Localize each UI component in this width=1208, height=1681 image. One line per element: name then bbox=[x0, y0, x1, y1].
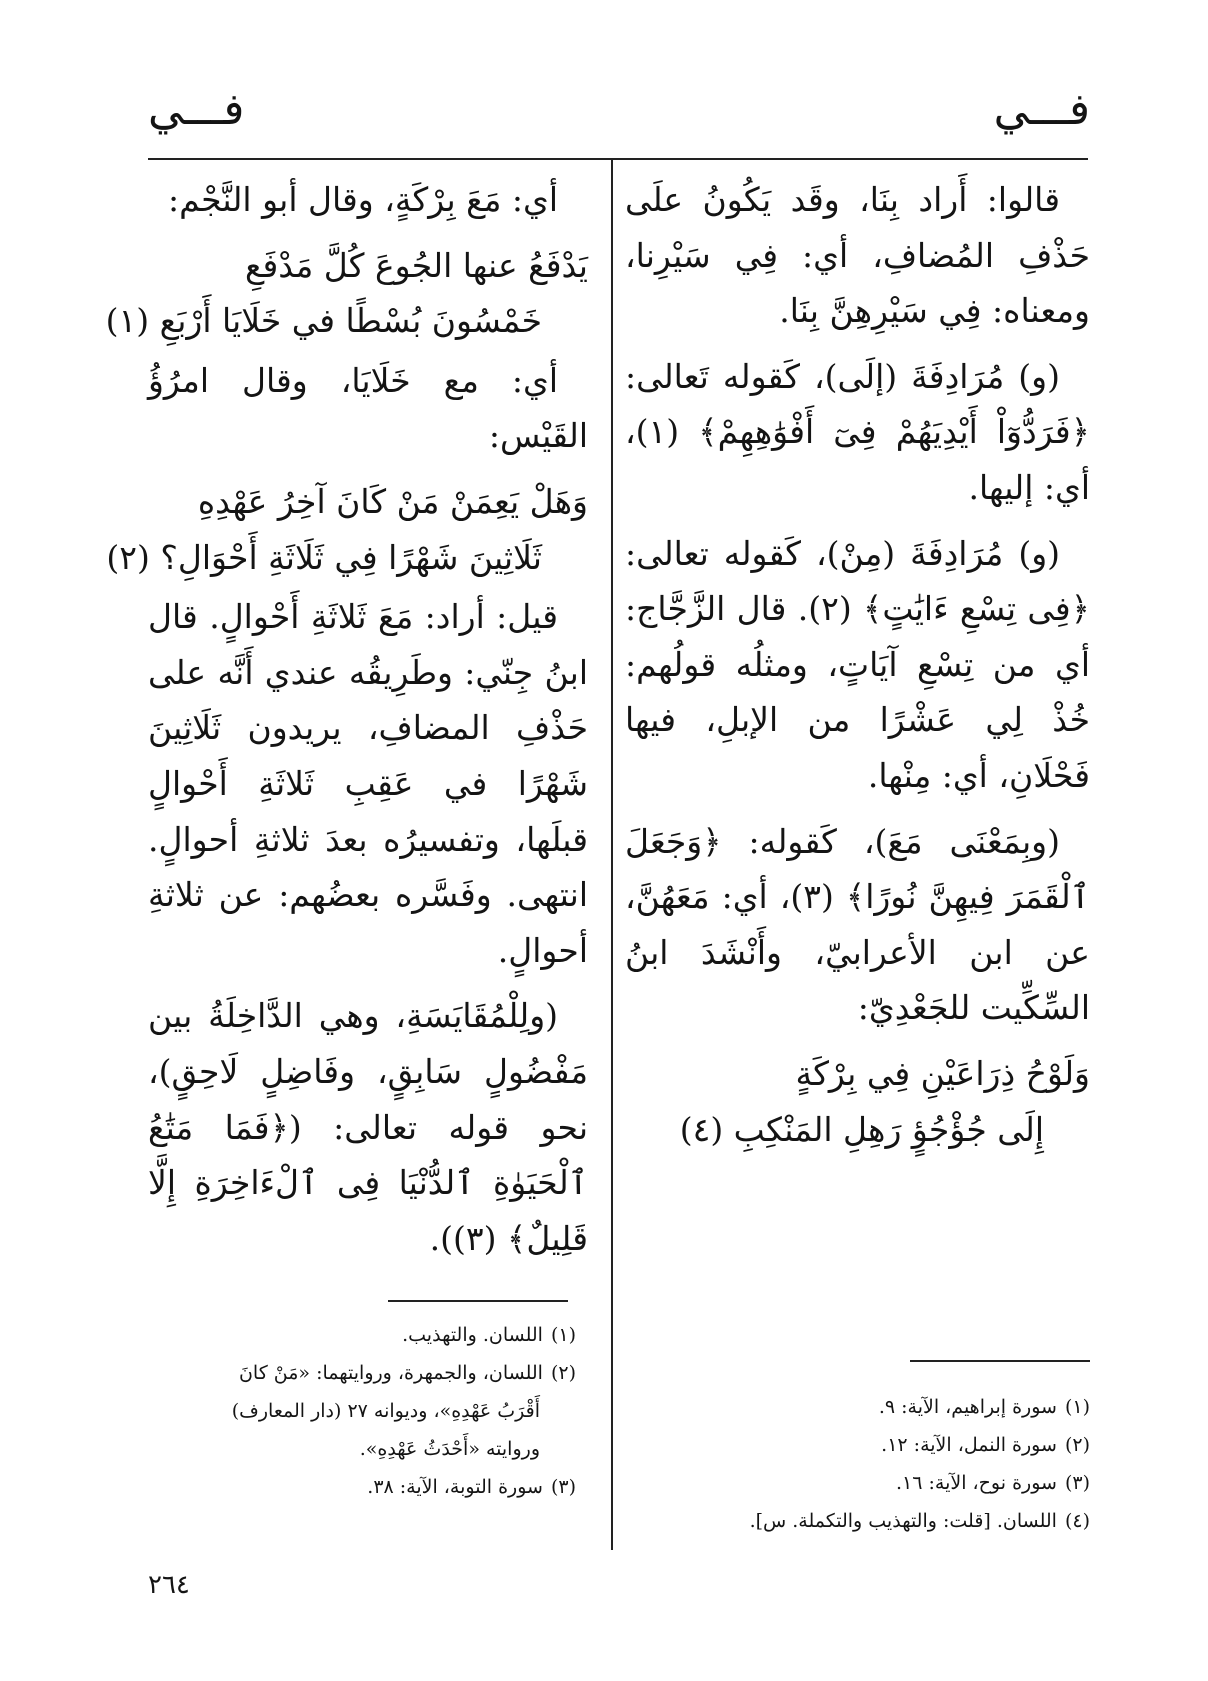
poetry-verse bbox=[106, 474, 588, 585]
footnote bbox=[620, 1502, 1090, 1540]
footnote-rule-left bbox=[388, 1300, 568, 1302]
footnote bbox=[620, 1464, 1090, 1502]
running-header-right: فـــي bbox=[993, 84, 1090, 135]
paragraph: (وبِمَعْنَى مَعَ)، كَقوله: ﴿وَجَعَلَ ٱلْقَمَرَ فِيهِنَّ نُورًا﴾ (٣)، أي: مَعَهُنَّ، عن ابن الأعرابيّ، وأَنْشَدَ ابنُ السِّكِّيت للجَعْدِيّ: bbox=[625, 821, 1091, 1028]
footnote-number: (٣) bbox=[1064, 1472, 1090, 1494]
paragraph: (و) مُرَادِفَةَ (إلَى)، كَقوله تَعالى: ﴿فَرَدُّوٓاْ أَيْدِيَهُمْ فِىٓ أَفْوَٰهِهِمْ﴾ (١)، أي: إليها. bbox=[625, 356, 1090, 507]
verse-line: وَلَوْحُ ذِرَاعَيْنِ فِي بِرْكَةٍ bbox=[795, 1053, 1090, 1093]
footnote-number: (٤) bbox=[1064, 1510, 1090, 1532]
paragraph: (و) مُرَادِفَةَ (مِنْ)، كَقوله تعالى: ﴿فِى تِسْعِ ءَايَٰتٍ﴾ (٢). قال الزَّجَّاج: أي من تِسْعِ آيَاتٍ، ومثلُه قولُهم: خُذْ لِي عَشْرًا من الإبلِ، فيها فَحْلَانِ، أي: مِنْها. bbox=[625, 533, 1090, 795]
header-rule bbox=[148, 158, 1088, 160]
footnote-text: اللسان. والتهذيب. bbox=[402, 1324, 543, 1346]
footnote-number: (١) bbox=[1064, 1396, 1090, 1418]
page-number: ٢٦٤ bbox=[148, 1570, 190, 1600]
footnote-text: اللسان، والجمهرة، وروايتهما: «مَنْ كانَ bbox=[238, 1362, 543, 1384]
footnote-continuation: وروايته «أَحْدَثُ عَهْدِهِ». bbox=[359, 1438, 540, 1460]
verse-line: خَمْسُونَ بُسْطًا في خَلَايَا أَرْبَعِ (١) bbox=[105, 301, 542, 341]
paragraph: (ولِلْمُقَايَسَةِ، وهي الدَّاخِلَةُ بين مَفْضُولٍ سَابِقٍ، وفَاضِلٍ لَاحِقٍ)، نحو قوله تعالى: (﴿فَمَا مَتَٰعُ ٱلْحَيَوٰةِ ٱلدُّنْيَا فِى ٱلْءَاخِرَةِ إِلَّا قَلِيلٌ﴾ (٣)). bbox=[148, 996, 588, 1258]
column-divider bbox=[611, 160, 613, 1550]
footnote bbox=[620, 1388, 1090, 1426]
footnote-number: (٢) bbox=[1064, 1434, 1090, 1456]
footnote-text: سورة التوبة، الآية: ٣٨. bbox=[367, 1476, 543, 1498]
poetry-verse bbox=[625, 1046, 1090, 1157]
footnote-text: سورة النمل، الآية: ١٢. bbox=[881, 1434, 1057, 1456]
paragraph: أي: مع خَلَايَا، وقال امرُؤُ القَيْس: bbox=[148, 360, 588, 456]
verse-line: وَهَلْ يَعِمَنْ مَنْ كَانَ آخِرُ عَهْدِهِ bbox=[197, 481, 588, 521]
footnote-continuation: أَقْرَبُ عَهْدِهِ»، وديوانه ٢٧ (دار المعارف) bbox=[231, 1400, 540, 1422]
verse-line: يَدْفَعُ عنها الجُوعَ كُلَّ مَدْفَعِ bbox=[244, 245, 588, 285]
footnote bbox=[620, 1426, 1090, 1464]
footnote-number: (٣) bbox=[550, 1476, 576, 1498]
poetry-verse bbox=[105, 238, 588, 349]
footnote bbox=[131, 1354, 576, 1468]
footnotes-right bbox=[620, 1388, 1090, 1540]
running-header-left: فـــي bbox=[148, 84, 245, 135]
paragraph: قيل: أراد: مَعَ ثَلاثَةِ أَحْوالٍ. قال ابنُ جِنّي: وطَرِيقُه عندي أَنَّه على حَذْفِ المضافِ، يريدون ثَلَاثِينَ شَهْرًا في عَقِبِ ثَلاثَةِ أَحْوالٍ قبلَها، وتفسيرُه بعدَ ثلاثةِ أحوالٍ. انتهى. وفَسَّره بعضُهم: عن ثلاثةِ أحوالٍ. bbox=[148, 597, 588, 970]
verse-line: إِلَى جُؤْجُؤٍ رَهِلِ المَنْكِبِ (٤) bbox=[679, 1109, 1044, 1149]
footnote-rule-right bbox=[910, 1360, 1090, 1362]
footnote-text: سورة إبراهيم، الآية: ٩. bbox=[878, 1396, 1057, 1418]
footnote bbox=[131, 1316, 576, 1354]
footnote bbox=[131, 1468, 576, 1506]
footnote-number: (٢) bbox=[550, 1362, 576, 1384]
footnote-number: (١) bbox=[550, 1324, 576, 1346]
paragraph: أي: مَعَ بِرْكَةٍ، وقال أبو النَّجْم: bbox=[168, 180, 558, 219]
right-column bbox=[625, 172, 1090, 1161]
footnote-text: سورة نوح، الآية: ١٦. bbox=[895, 1472, 1057, 1494]
footnotes-left bbox=[131, 1316, 576, 1506]
left-column bbox=[105, 172, 588, 1276]
verse-line: ثَلَاثِينَ شَهْرًا فِي ثَلَاثَةِ أَحْوَالِ؟ (٢) bbox=[106, 537, 542, 577]
footnote-text: اللسان. [قلت: والتهذيب والتكملة. س]. bbox=[749, 1510, 1057, 1532]
paragraph: قالوا: أَراد بِنَا، وقَد يَكُونُ علَى حَذْفِ المُضافِ، أي: فِي سَيْرِنا، ومعناه: فِي سَيْرِهِنَّ بِنَا. bbox=[625, 180, 1090, 331]
